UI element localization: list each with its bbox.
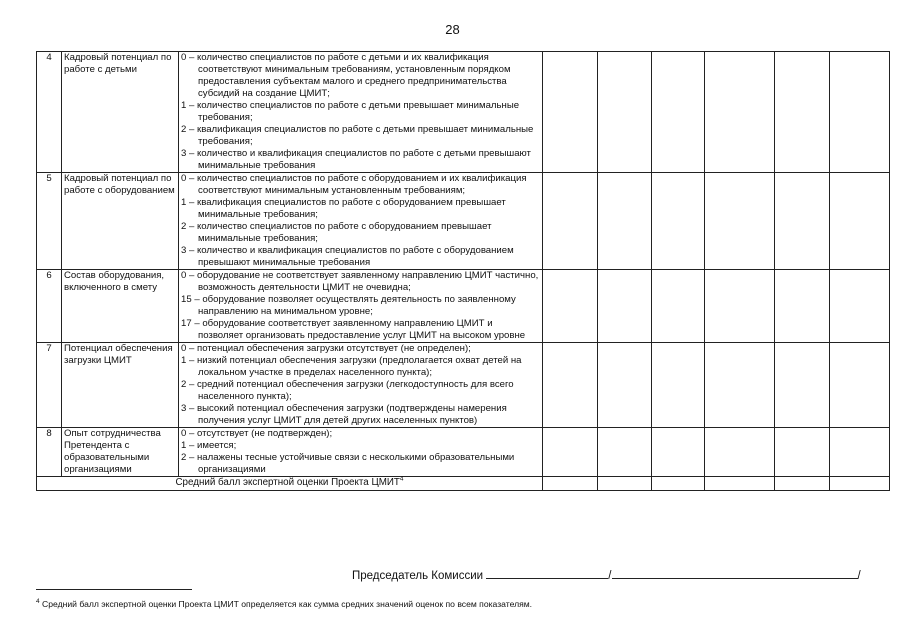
score-cell xyxy=(705,173,775,270)
criterion-name: Кадровый потенциал по работе с детьми xyxy=(62,52,179,173)
signature-line xyxy=(352,567,861,582)
average-score-label: Средний балл экспертной оценки Проекта ЦМИТ$^4$ xyxy=(37,477,543,491)
footnote-mark: 4 xyxy=(36,598,40,606)
score-cell xyxy=(543,52,598,173)
score-cell xyxy=(652,343,705,428)
scoring-option: 3 – количество и квалификация специалистов по работе с детьми превышают минимальные требования xyxy=(181,148,531,171)
scoring-option: 0 – оборудование не соответствует заявленному направлению ЦМИТ частично, возможность деятельности ЦМИТ не очевидна; xyxy=(181,270,539,293)
criterion-row xyxy=(37,343,890,428)
score-cell xyxy=(775,428,830,477)
score-cell xyxy=(598,52,652,173)
score-cell xyxy=(830,343,890,428)
scoring-options xyxy=(179,52,543,173)
scoring-option: 0 – количество специалистов по работе с детьми и их квалификация соответствуют минимальным требованиям, установленным порядком предоставления субъектам малого и среднего предпринимательства субсидий на создание ЦМИТ; xyxy=(181,52,511,99)
score-cell xyxy=(598,270,652,343)
score-cell xyxy=(598,343,652,428)
score-cell xyxy=(543,343,598,428)
score-cell xyxy=(830,173,890,270)
footnote-ref: 4 xyxy=(399,475,404,483)
scoring-option: 17 – оборудование соответствует заявленному направлению ЦМИТ и позволяет организовать предоставление услуг ЦМИТ на высоком уровне xyxy=(181,318,526,341)
scoring-option: 2 – количество специалистов по работе с оборудованием превышает минимальные требования; xyxy=(181,221,492,244)
scoring-option: 1 – квалификация специалистов по работе с оборудованием превышает минимальные требования; xyxy=(181,197,506,220)
score-cell xyxy=(543,428,598,477)
criterion-row xyxy=(37,270,890,343)
scoring-options xyxy=(179,428,543,477)
scoring-option: 1 – имеется; xyxy=(181,440,237,451)
score-cell xyxy=(830,52,890,173)
score-cell xyxy=(775,477,830,491)
score-cell xyxy=(652,52,705,173)
scoring-option: 2 – средний потенциал обеспечения загрузки (легкодоступность для всего населенного пункта); xyxy=(181,379,514,402)
score-cell xyxy=(543,270,598,343)
criterion-name: Состав оборудования, включенного в смету xyxy=(62,270,179,343)
row-number: 5 xyxy=(37,173,62,270)
score-cell xyxy=(830,477,890,491)
score-cell xyxy=(705,477,775,491)
average-score-row xyxy=(37,477,890,491)
criterion-name: Потенциал обеспечения загрузки ЦМИТ xyxy=(62,343,179,428)
score-cell xyxy=(775,173,830,270)
footnote-divider xyxy=(36,589,192,590)
signature-blank xyxy=(486,567,608,579)
score-cell xyxy=(598,173,652,270)
footnote xyxy=(36,599,532,609)
scoring-option: 1 – количество специалистов по работе с детьми превышает минимальные требования; xyxy=(181,100,520,123)
criteria-table xyxy=(36,51,890,491)
signature-label: Председатель Комиссии xyxy=(352,570,484,582)
criterion-name: Кадровый потенциал по работе с оборудованием xyxy=(62,173,179,270)
page-number: 28 xyxy=(445,22,460,37)
score-cell xyxy=(830,428,890,477)
criterion-row xyxy=(37,428,890,477)
row-number: 4 xyxy=(37,52,62,173)
score-cell xyxy=(705,428,775,477)
score-cell xyxy=(543,173,598,270)
score-cell xyxy=(598,428,652,477)
score-cell xyxy=(543,477,598,491)
scoring-option: 1 – низкий потенциал обеспечения загрузки (предполагается охват детей на локальном участке в пределах населенного пункта); xyxy=(181,355,522,378)
scoring-option: 2 – налажены тесные устойчивые связи с несколькими образовательными организациями xyxy=(181,452,515,475)
scoring-options xyxy=(179,343,543,428)
score-cell xyxy=(830,270,890,343)
scoring-options xyxy=(179,173,543,270)
scoring-option: 0 – количество специалистов по работе с оборудованием и их квалификация соответствуют минимальным установленным требованиям; xyxy=(181,173,527,196)
score-cell xyxy=(652,428,705,477)
score-cell xyxy=(775,52,830,173)
score-cell xyxy=(598,477,652,491)
score-cell xyxy=(652,173,705,270)
score-cell xyxy=(652,270,705,343)
scoring-option: 15 – оборудование позволяет осуществлять деятельность по заявленному направлению на минимальном уровне; xyxy=(181,294,516,317)
row-number: 6 xyxy=(37,270,62,343)
scoring-option: 0 – потенциал обеспечения загрузки отсутствует (не определен); xyxy=(181,343,471,354)
scoring-option: 0 – отсутствует (не подтвержден); xyxy=(181,428,333,439)
criterion-name: Опыт сотрудничества Претендента с образовательными организациями xyxy=(62,428,179,477)
score-cell xyxy=(652,477,705,491)
scoring-option: 2 – квалификация специалистов по работе с детьми превышает минимальные требования; xyxy=(181,124,534,147)
row-number: 7 xyxy=(37,343,62,428)
signature-separator: / xyxy=(857,570,861,582)
scoring-options xyxy=(179,270,543,343)
signature-separator: / xyxy=(608,570,612,582)
score-cell xyxy=(705,343,775,428)
criterion-row xyxy=(37,173,890,270)
score-cell xyxy=(775,270,830,343)
row-number: 8 xyxy=(37,428,62,477)
footnote-text: Средний балл экспертной оценки Проекта ЦМИТ определяется как сумма средних значений оценок по всем показателям. xyxy=(42,599,533,609)
score-cell xyxy=(705,270,775,343)
criterion-row xyxy=(37,52,890,173)
score-cell xyxy=(705,52,775,173)
name-blank xyxy=(612,567,858,579)
score-cell xyxy=(775,343,830,428)
scoring-option: 3 – высокий потенциал обеспечения загрузки (подтверждены намерения получения услуг ЦМИТ для детей других населенных пунктов) xyxy=(181,403,507,426)
scoring-option: 3 – количество и квалификация специалистов по работе с оборудованием превышают минимальные требования xyxy=(181,245,514,268)
